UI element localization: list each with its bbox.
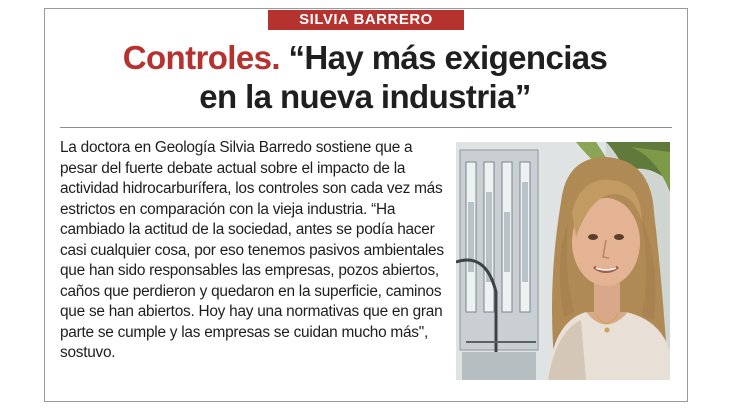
kicker-label: SILVIA BARRERO <box>268 10 464 30</box>
headline <box>50 38 680 116</box>
divider <box>60 127 672 128</box>
article-body: La doctora en Geología Silvia Barredo sostiene que a pesar del fuerte debate actual sobre el impacto de la actividad hidrocarburífera, los controles son cada vez más estrictos en comparación con la vieja industria. “Ha cambiado la actitud de la sociedad, antes se podía hacer casi cualquier cosa, por eso tenemos pasivos ambientales que han sido responsables las empresas, pozos abiertos, caños que perdieron y quedaron en la superficie, caminos que se han abiertos. Hoy hay una normativas que en gran parte se cumple y las empresas se cuidan mucho más", sostuvo. <box>60 139 444 361</box>
portrait-photo <box>456 142 670 380</box>
headline-line1: “Hay más exigencias <box>288 39 608 76</box>
headline-line2: en la nueva industria” <box>199 78 531 115</box>
headline-accent: Controles. <box>122 39 280 76</box>
